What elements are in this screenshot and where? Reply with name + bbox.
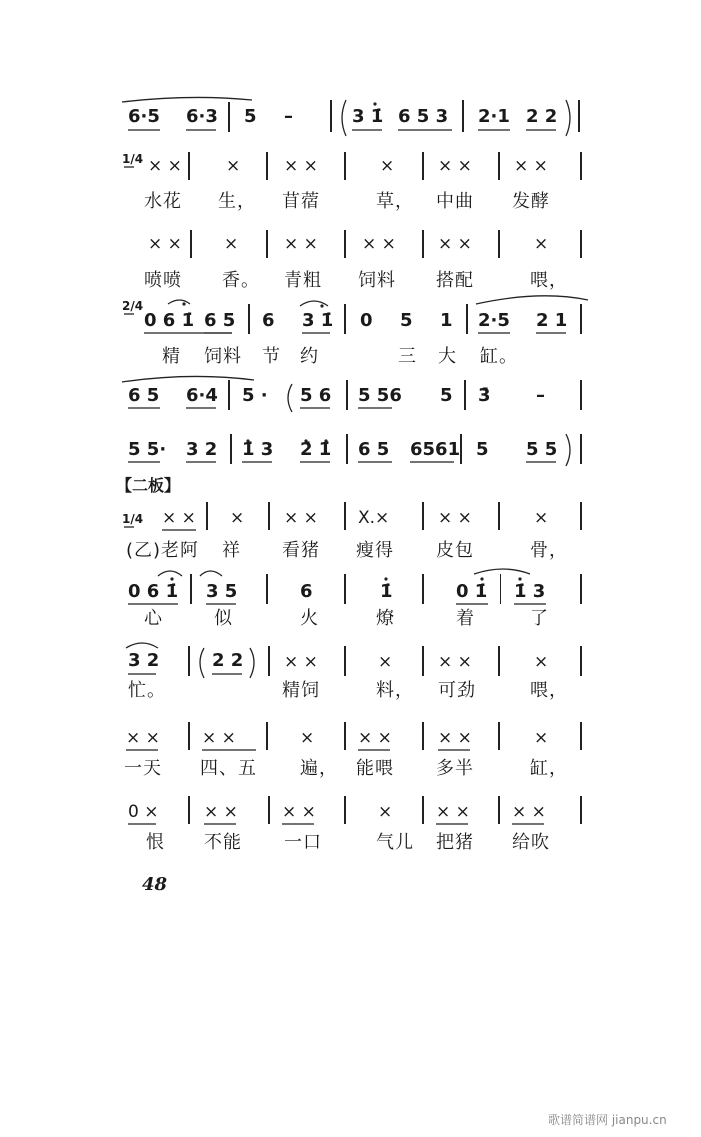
rhythm-group: × ×	[438, 652, 472, 672]
note-group: 6561	[410, 439, 461, 460]
lyric-text: 三	[398, 346, 417, 367]
barline	[498, 502, 500, 530]
lyric-text: 中曲	[436, 191, 474, 212]
rhythm-group: ×	[230, 508, 245, 528]
rhythm-group: × ×	[358, 728, 392, 748]
lyric-text: 气儿	[376, 832, 414, 853]
barline	[578, 100, 580, 132]
note-group: 3 2	[128, 650, 160, 671]
rhythm-group: × ×	[438, 156, 472, 176]
lyric-text: 一天	[124, 758, 162, 779]
rhythm-group: × ×	[126, 728, 160, 748]
lyric-text: 看猪	[282, 540, 320, 561]
slur	[474, 569, 530, 574]
time-signature-1-4	[122, 152, 143, 166]
rhythm-group: × ×	[514, 156, 548, 176]
lyric-text: 祥	[222, 540, 241, 561]
lyric-text: 节	[262, 346, 281, 367]
barline	[580, 574, 582, 604]
barline	[422, 502, 424, 530]
lyric-text: 料，	[376, 680, 414, 701]
rhythm-group: ×	[224, 234, 239, 254]
time-signature-1-4-second	[122, 512, 143, 526]
lyric-text: 遍，	[300, 758, 338, 779]
rhythm-group: × ×	[436, 802, 470, 822]
section-tag: 【二板】	[116, 476, 181, 495]
lyric-text: 心	[144, 608, 163, 629]
lyric-text: 饲料	[204, 346, 242, 367]
barline	[266, 574, 268, 604]
rhythm-group: ×	[378, 652, 393, 672]
barline	[268, 502, 270, 530]
octave-dot	[320, 304, 323, 307]
note-group: 6·5	[128, 106, 160, 127]
barline	[230, 434, 232, 464]
barline	[248, 304, 250, 334]
barline	[422, 152, 424, 180]
lyric-text: 水花	[144, 191, 182, 212]
lyric-text: 多半	[436, 758, 474, 779]
rhythm-group: ×	[534, 728, 549, 748]
lyric-text: 四、五	[200, 758, 257, 779]
barline	[580, 152, 582, 180]
barline	[422, 230, 424, 258]
parenthesis	[250, 648, 254, 678]
note-group: 5 56	[358, 385, 402, 406]
barline	[344, 722, 346, 750]
rhythm-group: ×	[300, 728, 315, 748]
lyric-text: 忙。	[128, 680, 166, 701]
site-watermark: 歌谱简谱网 jianpu.cn	[548, 1113, 667, 1127]
barline	[580, 796, 582, 824]
rhythm-group: × ×	[438, 234, 472, 254]
barline	[190, 230, 192, 258]
lyric-text: 缸。	[480, 346, 518, 367]
slur	[300, 301, 328, 306]
lyric-text: 了	[530, 608, 549, 629]
note-group: 0	[360, 310, 373, 331]
rhythm-group: X.×	[358, 508, 390, 528]
note-group: 0 6 1̇	[128, 581, 179, 602]
lyric-text: 香。	[222, 270, 260, 291]
note-group: –	[284, 106, 293, 127]
rhythm-group: ×	[534, 652, 549, 672]
lyric-text: 大	[438, 346, 457, 367]
lyric-text: 青粗	[284, 270, 322, 291]
lyric-text: 瘦得	[356, 540, 394, 561]
barline	[190, 574, 192, 604]
lyric-text: 搭配	[436, 270, 474, 291]
lyric-text: 喂，	[530, 680, 568, 701]
barline	[580, 230, 582, 258]
lyric-text: 发酵	[512, 191, 550, 212]
barline	[498, 796, 500, 824]
parenthesis	[288, 384, 292, 412]
note-group: 2̇ 1̇	[300, 439, 332, 460]
note-group: 2 2	[526, 106, 558, 127]
barline	[422, 796, 424, 824]
barline	[266, 722, 268, 750]
barline	[498, 722, 500, 750]
note-group: 6·3	[186, 106, 218, 127]
time-signature-text: 2/4	[122, 299, 144, 313]
lyric-text: 精	[162, 346, 181, 367]
barline	[466, 304, 468, 334]
lyric-text: 着	[456, 608, 475, 629]
lyric-text: 缸，	[530, 758, 568, 779]
note-group: 5	[244, 106, 257, 127]
note-group: 1̇	[380, 581, 393, 602]
lyric-text: 约	[300, 346, 319, 367]
rhythm-group: ×	[534, 234, 549, 254]
lyric-text: 骨，	[530, 540, 568, 561]
rhythm-group: × ×	[512, 802, 546, 822]
barline	[344, 574, 346, 604]
rhythm-group: × ×	[284, 652, 318, 672]
barline	[464, 380, 466, 410]
rhythm-group: × ×	[282, 802, 316, 822]
lyric-text: 似	[214, 608, 233, 629]
note-group: 3̇	[478, 385, 491, 406]
rhythm-group: × ×	[202, 728, 236, 748]
note-group: 5	[476, 439, 489, 460]
parenthesis	[342, 100, 346, 136]
note-group: 6 5 3	[398, 106, 449, 127]
barline	[498, 646, 500, 676]
barline	[188, 152, 190, 180]
note-group: 0 1̇	[456, 581, 488, 602]
parenthesis	[566, 434, 570, 466]
barline	[580, 502, 582, 530]
lyric-text: 火	[300, 608, 319, 629]
barline	[346, 434, 348, 464]
rhythm-group: × ×	[438, 728, 472, 748]
note-group: 6	[300, 581, 313, 602]
slur	[200, 571, 222, 576]
lyric-text: 给吹	[512, 832, 550, 853]
rhythm-group: × ×	[284, 156, 318, 176]
barline	[266, 230, 268, 258]
rhythm-group: × ×	[148, 234, 182, 254]
lyric-text: 能喂	[356, 758, 394, 779]
barline	[422, 722, 424, 750]
rhythm-group: × ×	[162, 508, 196, 528]
slur	[168, 300, 190, 304]
lyric-text: (乙)老阿	[126, 540, 200, 561]
lyric-text: 苜蓿	[282, 191, 320, 212]
barline	[188, 796, 190, 824]
barline	[580, 722, 582, 750]
octave-dot	[182, 302, 185, 305]
note-group: 2 2	[212, 650, 244, 671]
note-group: 1̇ 3	[242, 439, 274, 460]
lyric-text: 恨	[146, 832, 165, 853]
rhythm-group: × ×	[148, 156, 182, 176]
note-group: 0 6 1̇	[144, 310, 195, 331]
barline	[266, 152, 268, 180]
rhythm-group: × ×	[438, 508, 472, 528]
note-group: 3 1̇	[352, 106, 384, 127]
barline	[422, 646, 424, 676]
note-group: 5 5·	[128, 439, 167, 460]
barline	[188, 646, 190, 676]
time-signature-2-4	[122, 299, 143, 313]
note-group: 1	[440, 310, 453, 331]
note-group: 1̇ 3	[514, 581, 546, 602]
barline	[344, 646, 346, 676]
barline	[498, 152, 500, 180]
lyric-text: 草，	[376, 191, 414, 212]
slur	[122, 376, 254, 382]
parenthesis	[566, 100, 570, 136]
slur	[126, 643, 158, 648]
barline	[580, 304, 582, 334]
note-group: 6·4	[186, 385, 218, 406]
lyric-text: 喷喷	[144, 270, 182, 291]
rhythm-group: × ×	[284, 508, 318, 528]
note-group: 6 5	[128, 385, 160, 406]
barline	[268, 796, 270, 824]
slur	[122, 97, 252, 102]
rhythm-group: ×	[380, 156, 395, 176]
slur	[158, 571, 182, 576]
parenthesis	[200, 648, 204, 678]
note-group: 3 2	[186, 439, 218, 460]
rhythm-group: ×	[534, 508, 549, 528]
note-group: 6 5	[358, 439, 390, 460]
note-group: 5	[400, 310, 413, 331]
note-group: 2·5	[478, 310, 510, 331]
slur	[476, 296, 588, 304]
note-group: 2 1	[536, 310, 568, 331]
time-signature-text: 1/4	[122, 512, 144, 526]
barline	[498, 230, 500, 258]
note-group: 6	[262, 310, 275, 331]
rhythm-group: × ×	[284, 234, 318, 254]
rhythm-group: 0 ×	[128, 802, 159, 822]
barline	[268, 646, 270, 676]
note-group: 5 6	[300, 385, 332, 406]
lyric-text: 一口	[284, 832, 322, 853]
note-group: 5	[440, 385, 453, 406]
rhythm-group: × ×	[204, 802, 238, 822]
barline	[580, 380, 582, 410]
rhythm-group: ×	[378, 802, 393, 822]
rhythm-group: × ×	[362, 234, 396, 254]
barline	[422, 574, 424, 604]
note-group: 5 ·	[242, 385, 268, 406]
barline	[346, 380, 348, 410]
barline	[188, 722, 190, 750]
barline	[344, 230, 346, 258]
barline	[344, 304, 346, 334]
lyric-text: 皮包	[436, 540, 474, 561]
lyric-text: 把猪	[436, 832, 474, 853]
lyric-text: 喂，	[530, 270, 568, 291]
barline	[330, 100, 332, 132]
barline	[580, 646, 582, 676]
barline	[228, 380, 230, 410]
barline	[580, 434, 582, 464]
lyric-text: 精饲	[282, 680, 320, 701]
barline	[500, 574, 501, 604]
time-signature-text: 1/4	[122, 152, 144, 166]
lyric-text: 饲料	[358, 270, 396, 291]
barline	[462, 100, 464, 132]
barline	[344, 502, 346, 530]
barline	[206, 502, 208, 530]
page-number: 48	[142, 874, 168, 895]
barline	[460, 434, 462, 464]
note-group: 2·1	[478, 106, 510, 127]
note-group: –	[536, 385, 545, 406]
barline	[344, 796, 346, 824]
note-group: 6 5	[204, 310, 236, 331]
barline	[344, 152, 346, 180]
barline	[228, 102, 230, 132]
note-group: 5 5	[526, 439, 558, 460]
rhythm-group: ×	[226, 156, 241, 176]
lyric-text: 可劲	[438, 680, 476, 701]
note-group: 3 5	[206, 581, 238, 602]
lyric-text: 燎	[376, 608, 395, 629]
lyric-text: 不能	[204, 832, 242, 853]
note-group: 3 1̇	[302, 310, 334, 331]
lyric-text: 生，	[218, 191, 256, 212]
